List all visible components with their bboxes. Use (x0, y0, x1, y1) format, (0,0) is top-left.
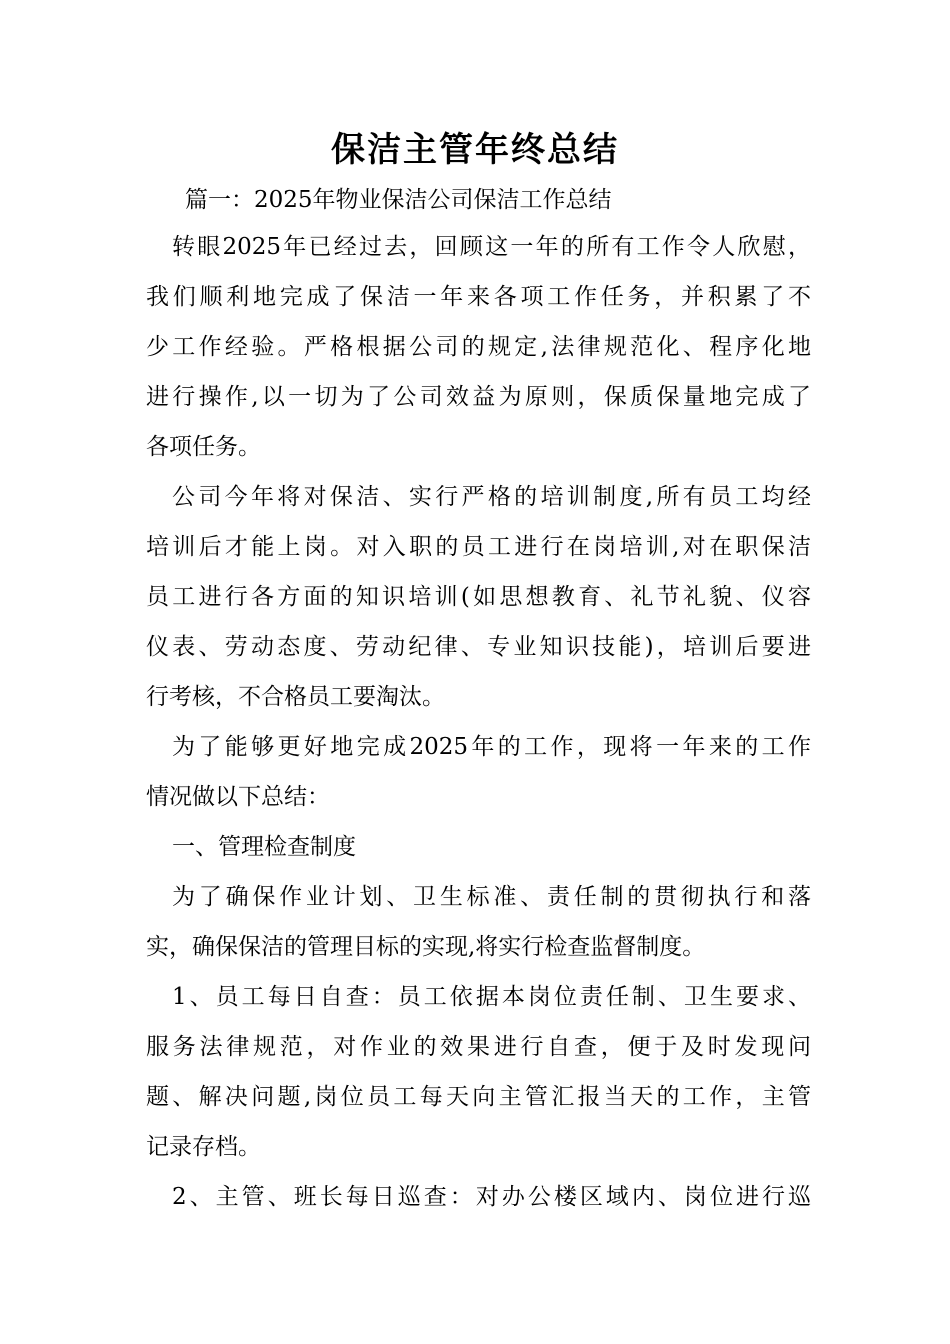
body-line: 各项任务。 (146, 434, 261, 460)
body-line: 情况做以下总结： (146, 784, 330, 810)
body-line: 实，确保保洁的管理目标的实现,将实行检查监督制度。 (146, 934, 706, 960)
body-line: 少工作经验。严格根据公司的规定,法律规范化、程序化地 (146, 334, 811, 360)
document-title: 保洁主管年终总结 (331, 130, 619, 170)
body-line: 为了能够更好地完成2025年的工作，现将一年来的工作 (172, 734, 811, 760)
document-subtitle: 篇一：2025年物业保洁公司保洁工作总结 (185, 187, 612, 213)
body-line: 公司今年将对保洁、实行严格的培训制度,所有员工均经 (172, 484, 811, 510)
body-line: 员工进行各方面的知识培训(如思想教育、礼节礼貌、仪容 (146, 584, 811, 610)
body-line: 题、解决问题,岗位员工每天向主管汇报当天的工作，主管 (146, 1084, 811, 1110)
body-line: 1、员工每日自查：员工依据本岗位责任制、卫生要求、 (172, 984, 811, 1010)
body-line: 进行操作,以一切为了公司效益为原则，保质保量地完成了 (146, 384, 811, 410)
section-heading: 一、管理检查制度 (172, 834, 356, 860)
body-line: 行考核，不合格员工要淘汰。 (146, 684, 445, 710)
body-line: 仪表、劳动态度、劳动纪律、专业知识技能)，培训后要进 (146, 634, 811, 660)
body-line: 为了确保作业计划、卫生标准、责任制的贯彻执行和落 (172, 884, 811, 910)
body-line: 服务法律规范，对作业的效果进行自查，便于及时发现问 (146, 1034, 811, 1060)
body-line: 记录存档。 (146, 1134, 261, 1160)
body-line: 2、主管、班长每日巡查：对办公楼区域内、岗位进行巡 (172, 1184, 811, 1210)
body-line: 培训后才能上岗。对入职的员工进行在岗培训,对在职保洁 (146, 534, 811, 560)
body-line: 转眼2025年已经过去，回顾这一年的所有工作令人欣慰， (172, 234, 811, 260)
body-line: 我们顺利地完成了保洁一年来各项工作任务，并积累了不 (146, 284, 811, 310)
